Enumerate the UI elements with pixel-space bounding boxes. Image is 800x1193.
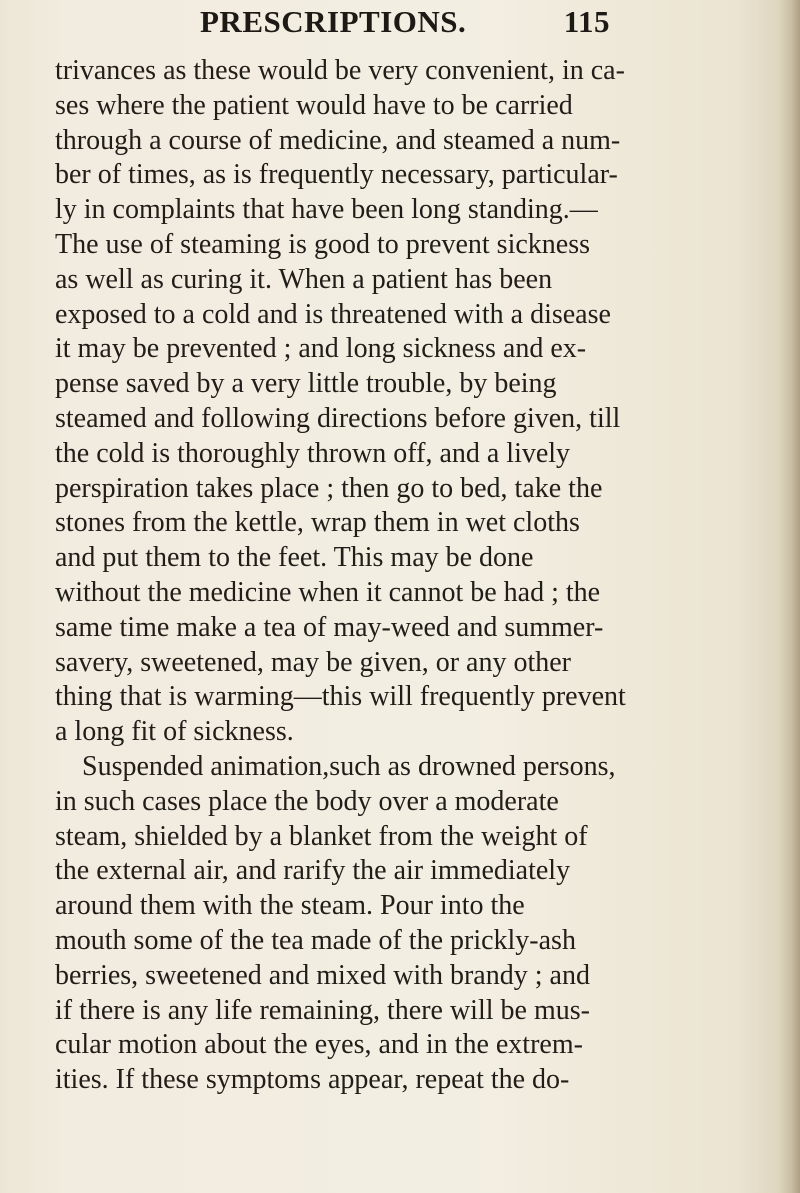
- text-line: The use of steaming is good to prevent sickness: [55, 228, 591, 260]
- text-line: as well as curing it. When a patient has been: [55, 263, 553, 295]
- running-title: PRESCRIPTIONS.: [200, 4, 467, 39]
- text-line: steam, shielded by a blanket from the weight of: [55, 820, 588, 852]
- text-line: it may be prevented ; and long sickness and ex-: [55, 333, 587, 365]
- text-line: the cold is thoroughly thrown off, and a lively: [55, 437, 571, 469]
- text-line: exposed to a cold and is threatened with a disease: [55, 298, 611, 330]
- text-line: savery, sweetened, may be given, or any other: [55, 646, 571, 678]
- text-line: thing that is warming—this will frequently prevent: [55, 681, 626, 713]
- text-line: steamed and following directions before given, till: [55, 402, 621, 434]
- text-line: around them with the steam. Pour into the: [55, 890, 525, 922]
- text-line: stones from the kettle, wrap them in wet cloths: [55, 507, 580, 539]
- text-line: ses where the patient would have to be carried: [55, 89, 573, 121]
- text-line: ly in complaints that have been long standing.—: [55, 194, 598, 226]
- text-line: in such cases place the body over a moderate: [55, 785, 559, 817]
- body-text: [55, 54, 755, 1098]
- text-line: berries, sweetened and mixed with brandy ; and: [55, 959, 590, 991]
- text-line: if there is any life remaining, there will be mus-: [55, 994, 590, 1026]
- text-line: trivances as these would be very convenient, in ca-: [55, 55, 625, 86]
- text-line: perspiration takes place ; then go to bed, take the: [55, 472, 603, 504]
- text-line: pense saved by a very little trouble, by being: [55, 368, 557, 400]
- page-edge-shadow: [778, 0, 800, 1193]
- text-line: the external air, and rarify the air immediately: [55, 855, 571, 887]
- text-line: mouth some of the tea made of the prickly-ash: [55, 924, 576, 956]
- page-number: 115: [563, 4, 610, 39]
- text-line: and put them to the feet. This may be done: [55, 542, 534, 574]
- text-line: cular motion about the eyes, and in the extrem-: [55, 1029, 583, 1061]
- text-line: without the medicine when it cannot be had ; the: [55, 576, 601, 608]
- text-line: a long fit of sickness.: [55, 716, 294, 748]
- text-line: through a course of medicine, and steamed a num-: [55, 124, 621, 156]
- paragraph-first-line: Suspended animation,such as drowned persons,: [82, 750, 616, 782]
- text-line: ber of times, as is frequently necessary, particular-: [55, 159, 618, 191]
- text-line: same time make a tea of may-weed and summer-: [55, 611, 604, 643]
- text-line: ities. If these symptoms appear, repeat the do-: [55, 1064, 570, 1096]
- page-header: [200, 4, 610, 44]
